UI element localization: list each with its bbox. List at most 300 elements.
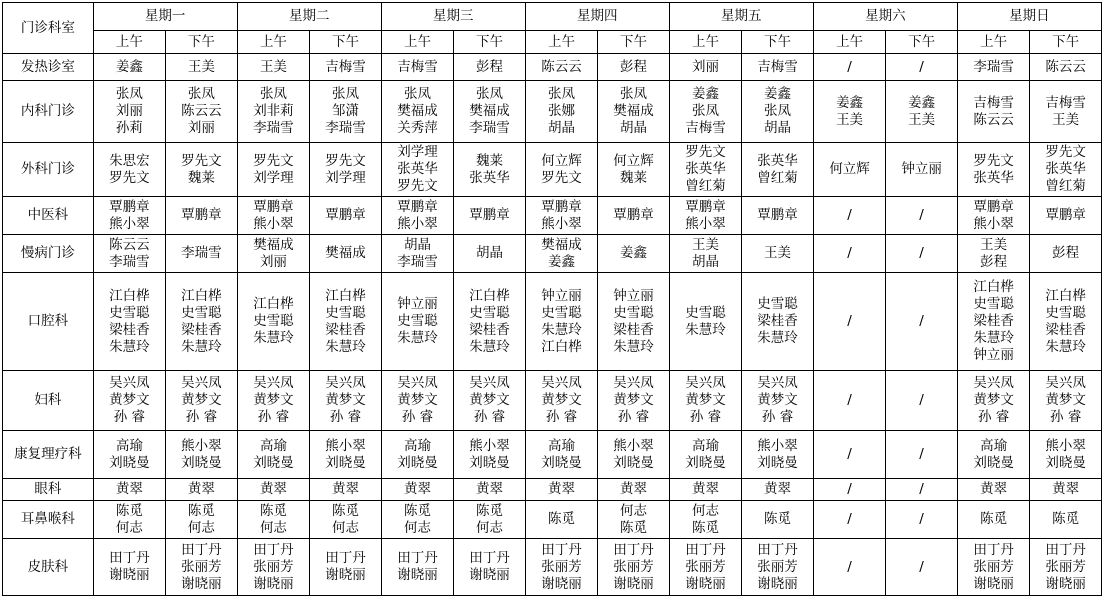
doctor-name: 谢晓丽 bbox=[1045, 575, 1086, 592]
pm-duty-cell bbox=[886, 479, 958, 501]
doctor-name: 吴兴凤 bbox=[757, 375, 798, 391]
doctor-name: 彭程 bbox=[1052, 245, 1080, 261]
doctor-name: 彭程 bbox=[980, 253, 1008, 270]
am-duty-cell bbox=[669, 431, 742, 479]
pm-duty-cell bbox=[742, 431, 814, 479]
pm-duty-cell bbox=[454, 197, 526, 235]
doctor-name: 樊福成 bbox=[613, 103, 654, 119]
doctor-name: 朱慧玲 bbox=[469, 338, 510, 355]
session-pm-header: 下午 bbox=[1030, 31, 1102, 54]
day-header-row bbox=[3, 3, 1102, 31]
am-duty-cell bbox=[669, 539, 742, 596]
pm-duty-cell bbox=[1030, 235, 1102, 273]
doctor-name: 田丁丹 bbox=[109, 550, 150, 566]
doctor-name: 陈云云 bbox=[109, 236, 150, 253]
doctor-name: 熊小翠 bbox=[469, 437, 510, 454]
pm-duty-cell bbox=[742, 81, 814, 143]
pm-duty-cell bbox=[454, 54, 526, 81]
doctor-name: 孙 睿 bbox=[329, 409, 362, 425]
doctor-name: 曾红菊 bbox=[757, 169, 798, 186]
pm-duty-cell bbox=[166, 143, 238, 197]
duty-schedule-table bbox=[2, 2, 1102, 596]
pm-duty-cell bbox=[454, 371, 526, 431]
am-duty-cell bbox=[381, 235, 454, 273]
am-duty-cell bbox=[525, 371, 598, 431]
doctor-name: 高瑜 bbox=[692, 437, 720, 454]
pm-duty-cell bbox=[598, 143, 670, 197]
doctor-name: 张凤 bbox=[764, 103, 792, 119]
doctor-name: 姜鑫 bbox=[836, 94, 864, 111]
am-duty-cell bbox=[813, 273, 886, 371]
doctor-name: 谢晓丽 bbox=[181, 575, 222, 592]
am-duty-cell bbox=[381, 501, 454, 539]
doctor-name: 王美 bbox=[692, 236, 720, 253]
pm-duty-cell bbox=[1030, 371, 1102, 431]
doctor-name: 史雪聪 bbox=[1045, 304, 1086, 321]
doctor-name: 孙莉 bbox=[115, 120, 143, 136]
doctor-name: 何志 bbox=[187, 519, 215, 536]
dept-row bbox=[3, 539, 1102, 596]
dept-row bbox=[3, 54, 1102, 81]
am-duty-cell bbox=[237, 539, 310, 596]
doctor-name: 胡晶 bbox=[764, 120, 792, 136]
doctor-name: 田丁丹 bbox=[181, 541, 222, 558]
doctor-name: 陈云云 bbox=[973, 111, 1014, 128]
am-duty-cell bbox=[525, 273, 598, 371]
am-duty-cell bbox=[93, 235, 166, 273]
dept-row bbox=[3, 235, 1102, 273]
doctor-name: 胡晶 bbox=[548, 120, 575, 136]
doctor-name: / bbox=[847, 446, 852, 462]
pm-duty-cell bbox=[742, 54, 814, 81]
doctor-name: 张凤 bbox=[259, 86, 287, 102]
doctor-name: 李瑞雪 bbox=[325, 120, 366, 136]
doctor-name: 魏莱 bbox=[620, 169, 648, 186]
doctor-name: 张丽芳 bbox=[613, 558, 654, 575]
dept-name: 康复理疗科 bbox=[3, 431, 94, 479]
doctor-name: 孙 睿 bbox=[1050, 409, 1082, 425]
doctor-name: 吉梅雪 bbox=[973, 94, 1014, 111]
doctor-name: 史雪聪 bbox=[541, 304, 582, 321]
dept-name: 口腔科 bbox=[3, 273, 94, 371]
doctor-name: 胡晶 bbox=[692, 253, 720, 270]
am-duty-cell bbox=[957, 273, 1030, 371]
am-duty-cell bbox=[381, 143, 454, 197]
doctor-name: 陈觅 bbox=[259, 502, 287, 519]
doctor-name: 张凤 bbox=[692, 103, 720, 119]
am-duty-cell bbox=[93, 197, 166, 235]
dept-column-header: 门诊科室 bbox=[3, 3, 94, 54]
am-duty-cell bbox=[957, 479, 1030, 501]
am-duty-cell bbox=[669, 54, 742, 81]
doctor-name: / bbox=[847, 207, 852, 223]
am-duty-cell bbox=[525, 54, 598, 81]
doctor-name: 黄翠 bbox=[115, 481, 143, 497]
doctor-name: / bbox=[847, 392, 852, 408]
doctor-name: 罗先文 bbox=[397, 178, 438, 194]
am-duty-cell bbox=[813, 501, 886, 539]
pm-duty-cell bbox=[454, 539, 526, 596]
am-duty-cell bbox=[957, 431, 1030, 479]
session-pm-header: 下午 bbox=[166, 31, 238, 54]
doctor-name: / bbox=[919, 207, 924, 223]
doctor-name: 陈觅 bbox=[764, 511, 792, 527]
doctor-name: 张凤 bbox=[115, 86, 143, 102]
doctor-name: 陈觅 bbox=[548, 511, 575, 527]
doctor-name: 罗先文 bbox=[325, 152, 366, 169]
doctor-name: 陈觅 bbox=[403, 502, 431, 519]
doctor-name: 朱慧玲 bbox=[541, 321, 582, 338]
am-duty-cell bbox=[525, 479, 598, 501]
doctor-name: 黄梦文 bbox=[613, 392, 654, 408]
pm-duty-cell bbox=[454, 143, 526, 197]
doctor-name: 黄梦文 bbox=[181, 392, 222, 408]
session-am-header: 上午 bbox=[381, 31, 454, 54]
pm-duty-cell bbox=[598, 501, 670, 539]
pm-duty-cell bbox=[1030, 539, 1102, 596]
doctor-name: 史雪聪 bbox=[181, 304, 222, 321]
pm-duty-cell bbox=[1030, 431, 1102, 479]
doctor-name: / bbox=[919, 245, 924, 261]
doctor-name: 王美 bbox=[1052, 111, 1080, 128]
pm-duty-cell bbox=[310, 54, 382, 81]
doctor-name: 胡晶 bbox=[620, 120, 648, 136]
am-duty-cell bbox=[93, 539, 166, 596]
am-duty-cell bbox=[93, 501, 166, 539]
doctor-name: 高瑜 bbox=[980, 437, 1008, 454]
am-duty-cell bbox=[525, 539, 598, 596]
doctor-name: 陈云云 bbox=[181, 103, 222, 119]
doctor-name: 李瑞雪 bbox=[469, 120, 510, 136]
doctor-name: 史雪聪 bbox=[397, 313, 438, 329]
doctor-name: / bbox=[919, 558, 924, 575]
doctor-name: 黄翠 bbox=[980, 481, 1008, 497]
day-header-sat: 星期六 bbox=[813, 3, 957, 31]
doctor-name: 李瑞雪 bbox=[181, 245, 222, 261]
pm-duty-cell bbox=[886, 54, 958, 81]
doctor-name: 刘晓曼 bbox=[109, 454, 150, 471]
pm-duty-cell bbox=[310, 273, 382, 371]
doctor-name: 陈觅 bbox=[115, 502, 143, 519]
doctor-name: 田丁丹 bbox=[253, 541, 294, 558]
doctor-name: 谢晓丽 bbox=[757, 575, 798, 592]
doctor-name: 吴兴凤 bbox=[253, 375, 294, 391]
doctor-name: 钟立丽 bbox=[541, 287, 582, 304]
doctor-name: 黄翠 bbox=[259, 481, 287, 497]
pm-duty-cell bbox=[166, 371, 238, 431]
doctor-name: 田丁丹 bbox=[1045, 541, 1086, 558]
doctor-name: 姜鑫 bbox=[692, 86, 720, 102]
doctor-name: 曾红菊 bbox=[685, 178, 726, 194]
doctor-name: 覃鹏章 bbox=[1045, 207, 1086, 223]
dept-name: 慢病门诊 bbox=[3, 235, 94, 273]
pm-duty-cell bbox=[886, 431, 958, 479]
doctor-name: 张英华 bbox=[397, 161, 438, 177]
am-duty-cell bbox=[237, 501, 310, 539]
pm-duty-cell bbox=[310, 431, 382, 479]
doctor-name: 史雪聪 bbox=[613, 304, 654, 321]
doctor-name: 孙 睿 bbox=[401, 409, 434, 425]
dept-name: 外科门诊 bbox=[3, 143, 94, 197]
doctor-name: 曾红菊 bbox=[1045, 178, 1086, 194]
doctor-name: 朱慧玲 bbox=[973, 330, 1014, 346]
pm-duty-cell bbox=[598, 235, 670, 273]
doctor-name: 姜鑫 bbox=[548, 253, 575, 270]
pm-duty-cell bbox=[166, 501, 238, 539]
doctor-name: 陈觅 bbox=[331, 502, 359, 519]
doctor-name: 朱慧玲 bbox=[325, 338, 366, 355]
doctor-name: 朱慧玲 bbox=[397, 330, 438, 346]
doctor-name: 钟立丽 bbox=[901, 161, 942, 177]
doctor-name: 邹潇 bbox=[331, 103, 359, 119]
doctor-name: 关秀萍 bbox=[397, 120, 438, 136]
doctor-name: 吴兴凤 bbox=[325, 375, 366, 391]
doctor-name: 刘晓曼 bbox=[325, 454, 366, 471]
am-duty-cell bbox=[93, 431, 166, 479]
am-duty-cell bbox=[957, 143, 1030, 197]
pm-duty-cell bbox=[742, 479, 814, 501]
doctor-name: 陈云云 bbox=[1045, 58, 1086, 75]
doctor-name: 张娜 bbox=[548, 103, 575, 119]
doctor-name: 魏莱 bbox=[187, 169, 215, 186]
am-duty-cell bbox=[93, 371, 166, 431]
doctor-name: 刘晓曼 bbox=[973, 454, 1014, 471]
doctor-name: 王美 bbox=[259, 58, 287, 75]
doctor-name: 孙 睿 bbox=[617, 409, 650, 425]
am-duty-cell bbox=[957, 81, 1030, 143]
doctor-name: 吴兴凤 bbox=[613, 375, 654, 391]
doctor-name: 黄梦文 bbox=[397, 392, 438, 408]
doctor-name: 张凤 bbox=[548, 86, 575, 102]
doctor-name: 田丁丹 bbox=[397, 550, 438, 566]
doctor-name: 黄翠 bbox=[620, 481, 648, 497]
doctor-name: / bbox=[847, 511, 852, 527]
doctor-name: 刘晓曼 bbox=[1045, 454, 1086, 471]
am-duty-cell bbox=[93, 143, 166, 197]
am-duty-cell bbox=[93, 273, 166, 371]
doctor-name: 樊福成 bbox=[253, 236, 294, 253]
doctor-name: 史雪聪 bbox=[685, 304, 726, 321]
doctor-name: 高瑜 bbox=[403, 437, 431, 454]
doctor-name: 梁桂香 bbox=[973, 313, 1014, 329]
doctor-name: 梁桂香 bbox=[181, 321, 222, 338]
doctor-name: 何志 bbox=[620, 502, 648, 519]
pm-duty-cell bbox=[1030, 143, 1102, 197]
am-duty-cell bbox=[237, 81, 310, 143]
session-pm-header: 下午 bbox=[310, 31, 382, 54]
doctor-name: 朱慧玲 bbox=[613, 338, 654, 355]
doctor-name: 刘丽 bbox=[259, 253, 287, 270]
pm-duty-cell bbox=[1030, 273, 1102, 371]
am-duty-cell bbox=[957, 371, 1030, 431]
pm-duty-cell bbox=[166, 431, 238, 479]
doctor-name: 孙 睿 bbox=[473, 409, 506, 425]
doctor-name: / bbox=[847, 313, 852, 329]
am-duty-cell bbox=[381, 431, 454, 479]
am-duty-cell bbox=[93, 54, 166, 81]
doctor-name: 刘学理 bbox=[397, 144, 438, 160]
doctor-name: 孙 睿 bbox=[257, 409, 290, 425]
doctor-name: / bbox=[919, 446, 924, 462]
doctor-name: 朱慧玲 bbox=[1045, 338, 1086, 355]
doctor-name: 陈云云 bbox=[541, 58, 582, 75]
doctor-name: 谢晓丽 bbox=[541, 575, 582, 592]
session-am-header: 上午 bbox=[813, 31, 886, 54]
dept-row bbox=[3, 81, 1102, 143]
pm-duty-cell bbox=[310, 539, 382, 596]
doctor-name: 姜鑫 bbox=[620, 245, 648, 261]
doctor-name: 吴兴凤 bbox=[181, 375, 222, 391]
doctor-name: 熊小翠 bbox=[397, 215, 438, 232]
pm-duty-cell bbox=[1030, 197, 1102, 235]
doctor-name: 李瑞雪 bbox=[109, 253, 150, 270]
am-duty-cell bbox=[525, 431, 598, 479]
doctor-name: 梁桂香 bbox=[109, 321, 150, 338]
doctor-name: 熊小翠 bbox=[109, 215, 150, 232]
am-duty-cell bbox=[813, 81, 886, 143]
pm-duty-cell bbox=[598, 197, 670, 235]
day-header-sun: 星期日 bbox=[957, 3, 1101, 31]
pm-duty-cell bbox=[166, 197, 238, 235]
doctor-name: 张丽芳 bbox=[973, 558, 1014, 575]
pm-duty-cell bbox=[310, 501, 382, 539]
doctor-name: 张英华 bbox=[685, 161, 726, 177]
doctor-name: 陈觅 bbox=[187, 502, 215, 519]
doctor-name: 姜鑫 bbox=[764, 86, 792, 102]
doctor-name: 王美 bbox=[980, 236, 1008, 253]
am-duty-cell bbox=[669, 197, 742, 235]
am-duty-cell bbox=[237, 479, 310, 501]
am-duty-cell bbox=[813, 431, 886, 479]
doctor-name: 覃鹏章 bbox=[109, 198, 150, 215]
doctor-name: 罗先文 bbox=[1045, 144, 1086, 160]
doctor-name: 吉梅雪 bbox=[685, 120, 726, 136]
doctor-name: 李瑞雪 bbox=[973, 58, 1014, 75]
doctor-name: 刘晓曼 bbox=[541, 454, 582, 471]
doctor-name: 江白桦 bbox=[541, 338, 582, 355]
doctor-name: 孙 睿 bbox=[689, 409, 722, 425]
doctor-name: 魏莱 bbox=[475, 152, 503, 169]
doctor-name: 谢晓丽 bbox=[253, 575, 294, 592]
pm-duty-cell bbox=[1030, 479, 1102, 501]
doctor-name: 朱慧玲 bbox=[109, 338, 150, 355]
doctor-name: 熊小翠 bbox=[973, 215, 1014, 232]
doctor-name: 张凤 bbox=[620, 86, 648, 102]
doctor-name: 覃鹏章 bbox=[757, 207, 798, 223]
am-duty-cell bbox=[669, 371, 742, 431]
doctor-name: 熊小翠 bbox=[757, 437, 798, 454]
session-am-header: 上午 bbox=[93, 31, 166, 54]
am-duty-cell bbox=[669, 273, 742, 371]
doctor-name: 何志 bbox=[403, 519, 431, 536]
pm-duty-cell bbox=[886, 143, 958, 197]
doctor-name: 刘晓曼 bbox=[613, 454, 654, 471]
doctor-name: 江白桦 bbox=[325, 287, 366, 304]
doctor-name: 覃鹏章 bbox=[685, 198, 726, 215]
doctor-name: 黄翠 bbox=[1052, 481, 1080, 497]
doctor-name: 吉梅雪 bbox=[757, 58, 798, 75]
doctor-name: 孙 睿 bbox=[185, 409, 218, 425]
dept-name: 皮肤科 bbox=[3, 539, 94, 596]
pm-duty-cell bbox=[742, 143, 814, 197]
doctor-name: 朱慧玲 bbox=[181, 338, 222, 355]
doctor-name: 陈觅 bbox=[475, 502, 503, 519]
doctor-name: 高瑜 bbox=[259, 437, 287, 454]
doctor-name: 刘非莉 bbox=[253, 103, 294, 119]
doctor-name: / bbox=[919, 392, 924, 408]
doctor-name: 罗先文 bbox=[541, 169, 582, 186]
am-duty-cell bbox=[813, 235, 886, 273]
doctor-name: 史雪聪 bbox=[325, 304, 366, 321]
doctor-name: 田丁丹 bbox=[325, 550, 366, 566]
doctor-name: 张英华 bbox=[973, 169, 1014, 186]
doctor-name: / bbox=[847, 481, 852, 497]
am-duty-cell bbox=[669, 235, 742, 273]
doctor-name: 王美 bbox=[187, 58, 215, 75]
doctor-name: 钟立丽 bbox=[397, 296, 438, 312]
doctor-name: 梁桂香 bbox=[757, 313, 798, 329]
pm-duty-cell bbox=[454, 273, 526, 371]
doctor-name: 史雪聪 bbox=[757, 296, 798, 312]
doctor-name: 熊小翠 bbox=[685, 215, 726, 232]
doctor-name: 熊小翠 bbox=[253, 215, 294, 232]
dept-name: 妇科 bbox=[3, 371, 94, 431]
pm-duty-cell bbox=[886, 235, 958, 273]
pm-duty-cell bbox=[886, 539, 958, 596]
session-header-row bbox=[3, 31, 1102, 54]
doctor-name: 刘丽 bbox=[187, 120, 215, 136]
doctor-name: 刘晓曼 bbox=[253, 454, 294, 471]
dept-row bbox=[3, 501, 1102, 539]
pm-duty-cell bbox=[598, 81, 670, 143]
doctor-name: 姜鑫 bbox=[908, 94, 936, 111]
doctor-name: 覃鹏章 bbox=[325, 207, 366, 223]
doctor-name: 覃鹏章 bbox=[973, 198, 1014, 215]
doctor-name: 熊小翠 bbox=[541, 215, 582, 232]
doctor-name: 江白桦 bbox=[973, 279, 1014, 295]
am-duty-cell bbox=[237, 54, 310, 81]
am-duty-cell bbox=[669, 81, 742, 143]
pm-duty-cell bbox=[598, 479, 670, 501]
am-duty-cell bbox=[93, 479, 166, 501]
doctor-name: 张丽芳 bbox=[541, 558, 582, 575]
session-am-header: 上午 bbox=[669, 31, 742, 54]
doctor-name: 黄翠 bbox=[548, 481, 575, 497]
am-duty-cell bbox=[813, 371, 886, 431]
doctor-name: 朱慧玲 bbox=[757, 330, 798, 346]
doctor-name: 梁桂香 bbox=[1045, 321, 1086, 338]
pm-duty-cell bbox=[310, 197, 382, 235]
doctor-name: 谢晓丽 bbox=[109, 567, 150, 583]
doctor-name: 江白桦 bbox=[1045, 287, 1086, 304]
doctor-name: 张英华 bbox=[1045, 161, 1086, 177]
doctor-name: 江白桦 bbox=[109, 287, 150, 304]
doctor-name: 史雪聪 bbox=[973, 296, 1014, 312]
doctor-name: 彭程 bbox=[620, 58, 648, 75]
am-duty-cell bbox=[93, 81, 166, 143]
pm-duty-cell bbox=[598, 54, 670, 81]
dept-row bbox=[3, 431, 1102, 479]
doctor-name: 覃鹏章 bbox=[613, 207, 654, 223]
doctor-name: 罗先文 bbox=[973, 152, 1014, 169]
doctor-name: 何立辉 bbox=[613, 152, 654, 169]
am-duty-cell bbox=[237, 235, 310, 273]
dept-name: 内科门诊 bbox=[3, 81, 94, 143]
doctor-name: 李瑞雪 bbox=[253, 120, 294, 136]
day-header-fri: 星期五 bbox=[669, 3, 813, 31]
session-am-header: 上午 bbox=[525, 31, 598, 54]
doctor-name: / bbox=[847, 558, 852, 575]
